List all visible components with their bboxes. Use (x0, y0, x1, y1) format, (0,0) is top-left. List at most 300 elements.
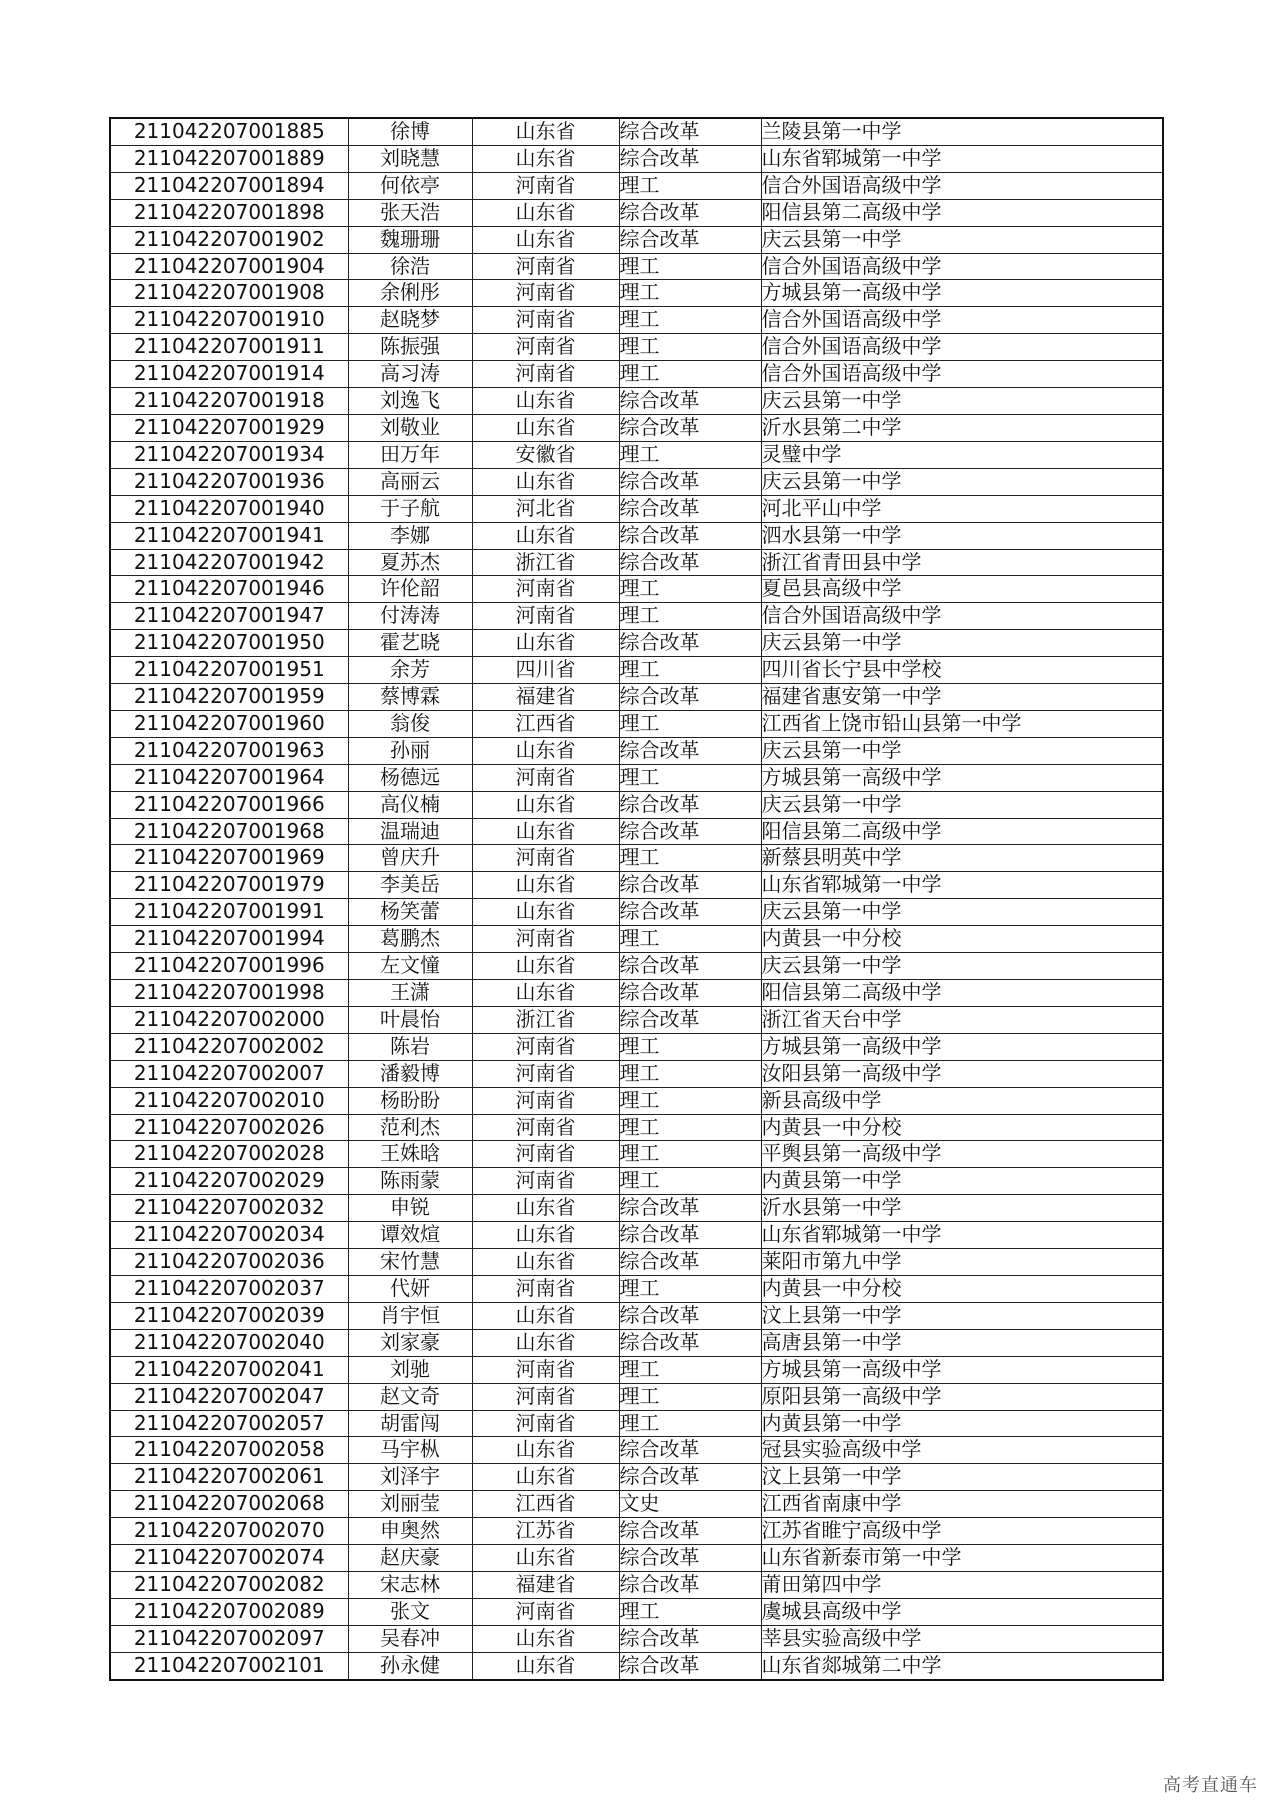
province-cell: 河南省 (472, 1141, 619, 1168)
table-row (110, 414, 1163, 441)
student-name-cell: 付涛涛 (348, 603, 472, 630)
candidate-id-cell: 211042207001911 (110, 334, 348, 361)
table-row (110, 1571, 1163, 1598)
student-name-cell: 徐浩 (348, 253, 472, 280)
candidate-id-cell: 211042207001968 (110, 818, 348, 845)
student-name-cell: 肖宇恒 (348, 1302, 472, 1329)
school-cell: 浙江省天台中学 (761, 1006, 1163, 1033)
province-cell: 河南省 (472, 1114, 619, 1141)
student-name-cell: 陈雨蒙 (348, 1168, 472, 1195)
school-cell: 泗水县第一中学 (761, 522, 1163, 549)
table-row (110, 1545, 1163, 1572)
student-name-cell: 徐博 (348, 118, 472, 145)
province-cell: 山东省 (472, 1545, 619, 1572)
table-row (110, 1275, 1163, 1302)
candidate-id-cell: 211042207002041 (110, 1356, 348, 1383)
track-cell: 综合改革 (619, 872, 761, 899)
province-cell: 江西省 (472, 1491, 619, 1518)
student-name-cell: 夏苏杰 (348, 549, 472, 576)
table-row (110, 980, 1163, 1007)
candidate-id-cell: 211042207001996 (110, 953, 348, 980)
track-cell: 理工 (619, 253, 761, 280)
table-row (110, 630, 1163, 657)
track-cell: 综合改革 (619, 1249, 761, 1276)
province-cell: 山东省 (472, 1249, 619, 1276)
table-row (110, 1141, 1163, 1168)
track-cell: 综合改革 (619, 1518, 761, 1545)
school-cell: 山东省郓城第一中学 (761, 145, 1163, 172)
province-cell: 山东省 (472, 145, 619, 172)
track-cell: 综合改革 (619, 549, 761, 576)
student-name-cell: 于子航 (348, 495, 472, 522)
table-row (110, 361, 1163, 388)
table-row (110, 441, 1163, 468)
candidate-id-cell: 211042207001918 (110, 388, 348, 415)
school-cell: 浙江省青田县中学 (761, 549, 1163, 576)
track-cell: 理工 (619, 1598, 761, 1625)
candidate-id-cell: 211042207002028 (110, 1141, 348, 1168)
table-row (110, 1222, 1163, 1249)
student-name-cell: 温瑞迪 (348, 818, 472, 845)
province-cell: 山东省 (472, 1222, 619, 1249)
student-name-cell: 高丽云 (348, 468, 472, 495)
province-cell: 山东省 (472, 953, 619, 980)
candidate-id-cell: 211042207001889 (110, 145, 348, 172)
track-cell: 综合改革 (619, 1006, 761, 1033)
school-cell: 信合外国语高级中学 (761, 361, 1163, 388)
candidate-id-cell: 211042207002039 (110, 1302, 348, 1329)
province-cell: 河南省 (472, 334, 619, 361)
province-cell: 河南省 (472, 764, 619, 791)
student-name-cell: 王潇 (348, 980, 472, 1007)
candidate-id-cell: 211042207001991 (110, 899, 348, 926)
school-cell: 庆云县第一中学 (761, 737, 1163, 764)
table-row (110, 1249, 1163, 1276)
track-cell: 理工 (619, 1033, 761, 1060)
table-row (110, 1329, 1163, 1356)
table-row (110, 199, 1163, 226)
school-cell: 莱阳市第九中学 (761, 1249, 1163, 1276)
school-cell: 山东省郓城第一中学 (761, 872, 1163, 899)
school-cell: 信合外国语高级中学 (761, 253, 1163, 280)
province-cell: 河南省 (472, 1087, 619, 1114)
school-cell: 高唐县第一中学 (761, 1329, 1163, 1356)
track-cell: 综合改革 (619, 226, 761, 253)
table-row (110, 307, 1163, 334)
track-cell: 综合改革 (619, 1329, 761, 1356)
candidate-id-cell: 211042207001894 (110, 172, 348, 199)
student-name-cell: 孙永健 (348, 1652, 472, 1679)
province-cell: 河南省 (472, 280, 619, 307)
candidate-id-cell: 211042207002082 (110, 1571, 348, 1598)
province-cell: 山东省 (472, 980, 619, 1007)
table-row (110, 764, 1163, 791)
candidate-id-cell: 211042207001902 (110, 226, 348, 253)
track-cell: 理工 (619, 576, 761, 603)
track-cell: 综合改革 (619, 899, 761, 926)
province-cell: 河南省 (472, 1598, 619, 1625)
province-cell: 山东省 (472, 737, 619, 764)
school-cell: 冠县实验高级中学 (761, 1437, 1163, 1464)
province-cell: 河南省 (472, 576, 619, 603)
student-name-cell: 霍艺晓 (348, 630, 472, 657)
school-cell: 方城县第一高级中学 (761, 1033, 1163, 1060)
province-cell: 河南省 (472, 307, 619, 334)
province-cell: 四川省 (472, 657, 619, 684)
candidate-id-cell: 211042207002026 (110, 1114, 348, 1141)
track-cell: 理工 (619, 603, 761, 630)
school-cell: 山东省新泰市第一中学 (761, 1545, 1163, 1572)
candidate-id-cell: 211042207001969 (110, 845, 348, 872)
table-row (110, 1114, 1163, 1141)
province-cell: 河南省 (472, 603, 619, 630)
student-name-cell: 李美岳 (348, 872, 472, 899)
student-name-cell: 左文憧 (348, 953, 472, 980)
candidate-id-cell: 211042207001951 (110, 657, 348, 684)
table-row (110, 1302, 1163, 1329)
school-cell: 山东省郓城第一中学 (761, 1222, 1163, 1249)
student-name-cell: 赵晓梦 (348, 307, 472, 334)
candidate-id-cell: 211042207002068 (110, 1491, 348, 1518)
school-cell: 兰陵县第一中学 (761, 118, 1163, 145)
table-row (110, 899, 1163, 926)
candidate-id-cell: 211042207001885 (110, 118, 348, 145)
candidate-id-cell: 211042207002040 (110, 1329, 348, 1356)
candidate-id-cell: 211042207001966 (110, 791, 348, 818)
school-cell: 庆云县第一中学 (761, 388, 1163, 415)
school-cell: 方城县第一高级中学 (761, 764, 1163, 791)
student-name-cell: 范利杰 (348, 1114, 472, 1141)
school-cell: 汝阳县第一高级中学 (761, 1060, 1163, 1087)
school-cell: 庆云县第一中学 (761, 468, 1163, 495)
school-cell: 汶上县第一中学 (761, 1302, 1163, 1329)
candidate-id-cell: 211042207001908 (110, 280, 348, 307)
province-cell: 山东省 (472, 1329, 619, 1356)
candidate-id-cell: 211042207002070 (110, 1518, 348, 1545)
track-cell: 综合改革 (619, 1222, 761, 1249)
candidate-id-cell: 211042207001929 (110, 414, 348, 441)
track-cell: 理工 (619, 172, 761, 199)
table-row (110, 576, 1163, 603)
track-cell: 理工 (619, 1383, 761, 1410)
track-cell: 理工 (619, 1087, 761, 1114)
table-row (110, 1006, 1163, 1033)
school-cell: 内黄县第一中学 (761, 1168, 1163, 1195)
admission-list-table (109, 117, 1164, 1681)
table-row (110, 118, 1163, 145)
student-name-cell: 申锐 (348, 1195, 472, 1222)
candidate-id-cell: 211042207001960 (110, 710, 348, 737)
track-cell: 综合改革 (619, 145, 761, 172)
track-cell: 理工 (619, 280, 761, 307)
province-cell: 山东省 (472, 1464, 619, 1491)
student-name-cell: 蔡博霖 (348, 684, 472, 711)
student-name-cell: 田万年 (348, 441, 472, 468)
candidate-id-cell: 211042207002101 (110, 1652, 348, 1679)
school-cell: 信合外国语高级中学 (761, 334, 1163, 361)
province-cell: 福建省 (472, 684, 619, 711)
table-row (110, 172, 1163, 199)
candidate-id-cell: 211042207001934 (110, 441, 348, 468)
school-cell: 内黄县一中分校 (761, 1114, 1163, 1141)
table-row (110, 1652, 1163, 1679)
candidate-id-cell: 211042207001914 (110, 361, 348, 388)
province-cell: 山东省 (472, 1195, 619, 1222)
student-name-cell: 许伦韶 (348, 576, 472, 603)
school-cell: 平舆县第一高级中学 (761, 1141, 1163, 1168)
track-cell: 理工 (619, 334, 761, 361)
school-cell: 阳信县第二高级中学 (761, 199, 1163, 226)
province-cell: 河南省 (472, 926, 619, 953)
student-name-cell: 潘毅博 (348, 1060, 472, 1087)
candidate-id-cell: 211042207001940 (110, 495, 348, 522)
track-cell: 综合改革 (619, 388, 761, 415)
school-cell: 江西省南康中学 (761, 1491, 1163, 1518)
province-cell: 山东省 (472, 388, 619, 415)
track-cell: 综合改革 (619, 118, 761, 145)
school-cell: 新蔡县明英中学 (761, 845, 1163, 872)
school-cell: 方城县第一高级中学 (761, 280, 1163, 307)
track-cell: 综合改革 (619, 1625, 761, 1652)
candidate-id-cell: 211042207002010 (110, 1087, 348, 1114)
province-cell: 山东省 (472, 118, 619, 145)
province-cell: 山东省 (472, 899, 619, 926)
student-name-cell: 赵庆豪 (348, 1545, 472, 1572)
school-cell: 江西省上饶市铅山县第一中学 (761, 710, 1163, 737)
student-name-cell: 葛鹏杰 (348, 926, 472, 953)
province-cell: 浙江省 (472, 1006, 619, 1033)
province-cell: 浙江省 (472, 549, 619, 576)
student-name-cell: 王姝晗 (348, 1141, 472, 1168)
school-cell: 河北平山中学 (761, 495, 1163, 522)
school-cell: 新县高级中学 (761, 1087, 1163, 1114)
student-name-cell: 张天浩 (348, 199, 472, 226)
province-cell: 河南省 (472, 1356, 619, 1383)
school-cell: 庆云县第一中学 (761, 226, 1163, 253)
student-name-cell: 曾庆升 (348, 845, 472, 872)
school-cell: 内黄县一中分校 (761, 926, 1163, 953)
province-cell: 河南省 (472, 172, 619, 199)
table-row (110, 1491, 1163, 1518)
student-name-cell: 高习涛 (348, 361, 472, 388)
province-cell: 山东省 (472, 1302, 619, 1329)
track-cell: 理工 (619, 361, 761, 388)
student-name-cell: 李娜 (348, 522, 472, 549)
student-name-cell: 张文 (348, 1598, 472, 1625)
track-cell: 理工 (619, 1275, 761, 1302)
table-row (110, 1356, 1163, 1383)
candidate-id-cell: 211042207002089 (110, 1598, 348, 1625)
candidate-id-cell: 211042207001959 (110, 684, 348, 711)
school-cell: 内黄县一中分校 (761, 1275, 1163, 1302)
candidate-id-cell: 211042207002097 (110, 1625, 348, 1652)
school-cell: 灵璧中学 (761, 441, 1163, 468)
candidate-id-cell: 211042207001963 (110, 737, 348, 764)
track-cell: 文史 (619, 1491, 761, 1518)
province-cell: 山东省 (472, 1625, 619, 1652)
track-cell: 理工 (619, 307, 761, 334)
school-cell: 沂水县第一中学 (761, 1195, 1163, 1222)
candidate-id-cell: 211042207001941 (110, 522, 348, 549)
table-row (110, 1168, 1163, 1195)
student-name-cell: 何依亭 (348, 172, 472, 199)
track-cell: 综合改革 (619, 1571, 761, 1598)
track-cell: 综合改革 (619, 495, 761, 522)
school-cell: 莆田第四中学 (761, 1571, 1163, 1598)
school-cell: 夏邑县高级中学 (761, 576, 1163, 603)
table-row (110, 1464, 1163, 1491)
province-cell: 山东省 (472, 414, 619, 441)
school-cell: 阳信县第二高级中学 (761, 980, 1163, 1007)
table-row (110, 818, 1163, 845)
province-cell: 江苏省 (472, 1518, 619, 1545)
track-cell: 理工 (619, 1114, 761, 1141)
track-cell: 综合改革 (619, 468, 761, 495)
candidate-id-cell: 211042207001998 (110, 980, 348, 1007)
table-row (110, 388, 1163, 415)
track-cell: 综合改革 (619, 1302, 761, 1329)
table-row (110, 953, 1163, 980)
table-row (110, 737, 1163, 764)
school-cell: 方城县第一高级中学 (761, 1356, 1163, 1383)
school-cell: 信合外国语高级中学 (761, 307, 1163, 334)
track-cell: 综合改革 (619, 1545, 761, 1572)
province-cell: 河南省 (472, 1168, 619, 1195)
province-cell: 山东省 (472, 818, 619, 845)
table-row (110, 1437, 1163, 1464)
school-cell: 福建省惠安第一中学 (761, 684, 1163, 711)
school-cell: 汶上县第一中学 (761, 1464, 1163, 1491)
candidate-id-cell: 211042207002029 (110, 1168, 348, 1195)
school-cell: 信合外国语高级中学 (761, 603, 1163, 630)
track-cell: 理工 (619, 657, 761, 684)
table-row (110, 495, 1163, 522)
province-cell: 河南省 (472, 1033, 619, 1060)
track-cell: 理工 (619, 1410, 761, 1437)
candidate-id-cell: 211042207001904 (110, 253, 348, 280)
school-cell: 山东省郯城第二中学 (761, 1652, 1163, 1679)
table-row (110, 145, 1163, 172)
table-body (110, 118, 1163, 1680)
student-name-cell: 叶晨怡 (348, 1006, 472, 1033)
table-row (110, 926, 1163, 953)
track-cell: 理工 (619, 1168, 761, 1195)
candidate-id-cell: 211042207001946 (110, 576, 348, 603)
province-cell: 江西省 (472, 710, 619, 737)
student-name-cell: 魏珊珊 (348, 226, 472, 253)
table-row (110, 603, 1163, 630)
candidate-id-cell: 211042207002037 (110, 1275, 348, 1302)
student-name-cell: 陈岩 (348, 1033, 472, 1060)
province-cell: 河南省 (472, 1383, 619, 1410)
student-name-cell: 代妍 (348, 1275, 472, 1302)
province-cell: 山东省 (472, 226, 619, 253)
school-cell: 江苏省睢宁高级中学 (761, 1518, 1163, 1545)
track-cell: 理工 (619, 441, 761, 468)
candidate-id-cell: 211042207002032 (110, 1195, 348, 1222)
candidate-id-cell: 211042207001950 (110, 630, 348, 657)
school-cell: 庆云县第一中学 (761, 953, 1163, 980)
candidate-id-cell: 211042207002000 (110, 1006, 348, 1033)
table-row (110, 657, 1163, 684)
candidate-id-cell: 211042207002034 (110, 1222, 348, 1249)
track-cell: 综合改革 (619, 791, 761, 818)
student-name-cell: 刘丽莹 (348, 1491, 472, 1518)
student-name-cell: 刘逸飞 (348, 388, 472, 415)
school-cell: 阳信县第二高级中学 (761, 818, 1163, 845)
student-name-cell: 赵文奇 (348, 1383, 472, 1410)
candidate-id-cell: 211042207002061 (110, 1464, 348, 1491)
school-cell: 原阳县第一高级中学 (761, 1383, 1163, 1410)
student-name-cell: 刘敬业 (348, 414, 472, 441)
track-cell: 综合改革 (619, 1195, 761, 1222)
student-name-cell: 杨笑蕾 (348, 899, 472, 926)
table-row (110, 253, 1163, 280)
table-row (110, 334, 1163, 361)
student-name-cell: 孙丽 (348, 737, 472, 764)
table-row (110, 1410, 1163, 1437)
track-cell: 综合改革 (619, 1464, 761, 1491)
table-row (110, 522, 1163, 549)
candidate-id-cell: 211042207002057 (110, 1410, 348, 1437)
province-cell: 河南省 (472, 1275, 619, 1302)
track-cell: 综合改革 (619, 1437, 761, 1464)
candidate-id-cell: 211042207001898 (110, 199, 348, 226)
candidate-id-cell: 211042207001964 (110, 764, 348, 791)
school-cell: 庆云县第一中学 (761, 791, 1163, 818)
table-row (110, 1598, 1163, 1625)
table-row (110, 468, 1163, 495)
table-row (110, 1625, 1163, 1652)
candidate-id-cell: 211042207002047 (110, 1383, 348, 1410)
student-name-cell: 宋竹慧 (348, 1249, 472, 1276)
track-cell: 综合改革 (619, 953, 761, 980)
track-cell: 理工 (619, 926, 761, 953)
student-name-cell: 刘泽宇 (348, 1464, 472, 1491)
track-cell: 综合改革 (619, 684, 761, 711)
track-cell: 理工 (619, 1060, 761, 1087)
candidate-id-cell: 211042207001942 (110, 549, 348, 576)
province-cell: 河南省 (472, 1060, 619, 1087)
track-cell: 理工 (619, 710, 761, 737)
student-name-cell: 余俐彤 (348, 280, 472, 307)
table-row (110, 1060, 1163, 1087)
province-cell: 山东省 (472, 522, 619, 549)
table-row (110, 791, 1163, 818)
student-name-cell: 胡雷闯 (348, 1410, 472, 1437)
student-name-cell: 刘晓慧 (348, 145, 472, 172)
student-name-cell: 余芳 (348, 657, 472, 684)
table-row (110, 684, 1163, 711)
candidate-id-cell: 211042207001979 (110, 872, 348, 899)
student-name-cell: 谭效煊 (348, 1222, 472, 1249)
school-cell: 沂水县第二中学 (761, 414, 1163, 441)
track-cell: 综合改革 (619, 414, 761, 441)
school-cell: 内黄县第一中学 (761, 1410, 1163, 1437)
table-row (110, 1195, 1163, 1222)
candidate-id-cell: 211042207001936 (110, 468, 348, 495)
province-cell: 安徽省 (472, 441, 619, 468)
candidate-id-cell: 211042207002058 (110, 1437, 348, 1464)
watermark: 高考直通车 (1163, 1775, 1258, 1796)
track-cell: 综合改革 (619, 199, 761, 226)
province-cell: 山东省 (472, 1437, 619, 1464)
province-cell: 山东省 (472, 468, 619, 495)
province-cell: 河北省 (472, 495, 619, 522)
student-name-cell: 高仪楠 (348, 791, 472, 818)
track-cell: 综合改革 (619, 1652, 761, 1679)
student-name-cell: 杨盼盼 (348, 1087, 472, 1114)
